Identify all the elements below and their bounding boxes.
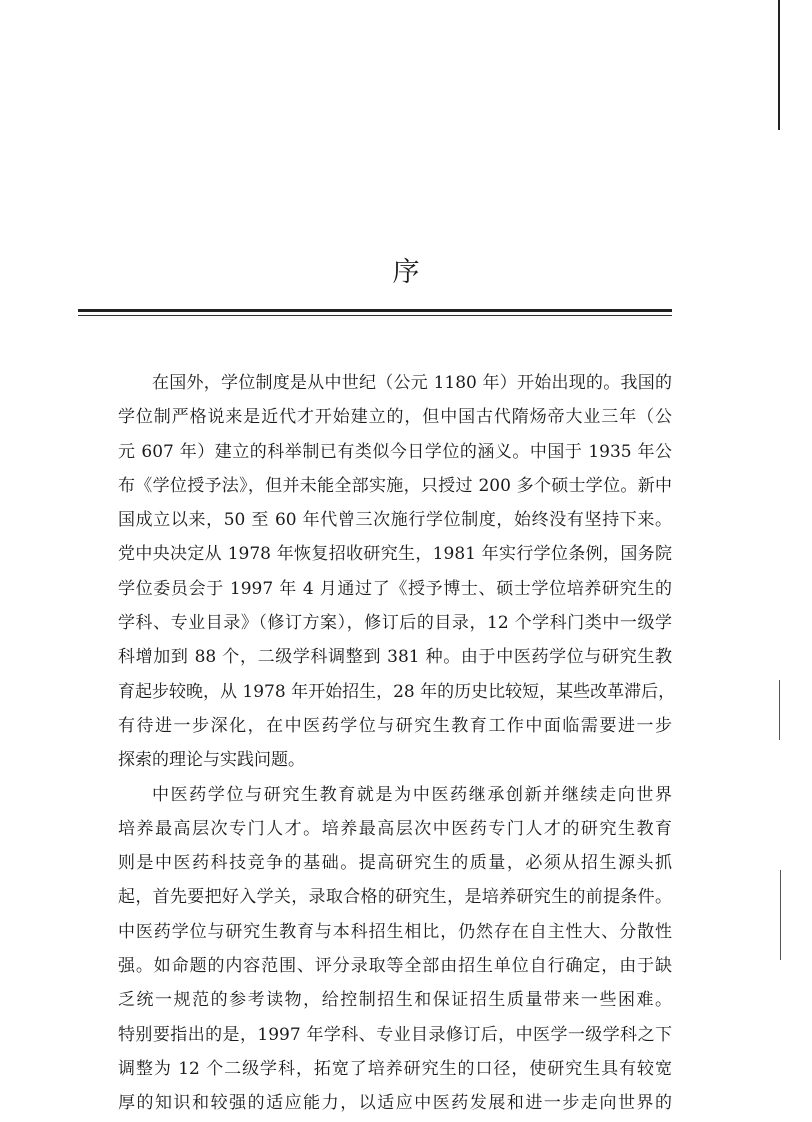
text-line: 中医药学位与研究生教育就是为中医药继承创新并继续走向世界 (152, 784, 672, 805)
title-rule-thick (78, 309, 672, 312)
text-line: 乏统一规范的参考读物，给控制招生和保证招生质量带来一些困难。 (118, 990, 672, 1011)
text-line: 党中央决定从 1978 年恢复招收研究生，1981 年实行学位条例，国务院 (118, 544, 672, 565)
text-line: 学位制严格说来是近代才开始建立的，但中国古代隋炀帝大业三年（公 (118, 407, 672, 428)
text-line: 有待进一步深化，在中医药学位与研究生教育工作中面临需要进一步 (118, 715, 672, 736)
title-rule-thin (78, 315, 672, 316)
text-line: 强。如命题的内容范围、评分录取等全部由招生单位自行确定，由于缺 (118, 956, 672, 977)
text-line: 则是中医药科技竞争的基础。提高研究生的质量，必须从招生源头抓 (118, 853, 672, 874)
scan-edge-mark (778, 0, 780, 130)
text-line: 布《学位授予法》，但并未能全部实施，只授过 200 多个硕士学位。新中 (118, 475, 672, 496)
text-line: 科增加到 88 个，二级学科调整到 381 种。由于中医药学位与研究生教 (118, 647, 672, 668)
text-line: 调整为 12 个二级学科，拓宽了培养研究生的口径，使研究生具有较宽 (118, 1058, 672, 1079)
text-line: 育起步较晚，从 1978 年开始招生，28 年的历史比较短，某些改革滞后， (118, 681, 676, 702)
text-line: 培养最高层次专门人才。培养最高层次中医药专门人才的研究生教育 (118, 818, 672, 839)
text-line: 学科、专业目录》（修订方案），修订后的目录，12 个学科门类中一级学 (118, 613, 672, 634)
page-title: 序 (392, 257, 420, 288)
text-line: 元 607 年）建立的科举制已有类似今日学位的涵义。中国于 1935 年公 (118, 441, 672, 462)
text-line: 起，首先要把好入学关，录取合格的研究生，是培养研究生的前提条件。 (118, 887, 672, 908)
body-text (118, 366, 676, 1121)
text-line: 中医药学位与研究生教育与本科招生相比，仍然存在自主性大、分散性 (118, 921, 672, 942)
scan-edge-mark (779, 680, 780, 740)
scan-edge-mark (780, 870, 781, 960)
text-line: 特别要指出的是，1997 年学科、专业目录修订后，中医学一级学科之下 (118, 1024, 672, 1045)
text-line: 国成立以来，50 至 60 年代曾三次施行学位制度，始终没有坚持下来。 (118, 510, 672, 531)
text-line: 探索的理论与实践问题。 (118, 750, 305, 771)
text-line: 学位委员会于 1997 年 4 月通过了《授予博士、硕士学位培养研究生的 (118, 578, 672, 599)
text-line: 厚的知识和较强的适应能力，以适应中医药发展和进一步走向世界的 (118, 1093, 672, 1114)
text-line: 在国外，学位制度是从中世纪（公元 1180 年）开始出现的。我国的 (152, 373, 672, 393)
